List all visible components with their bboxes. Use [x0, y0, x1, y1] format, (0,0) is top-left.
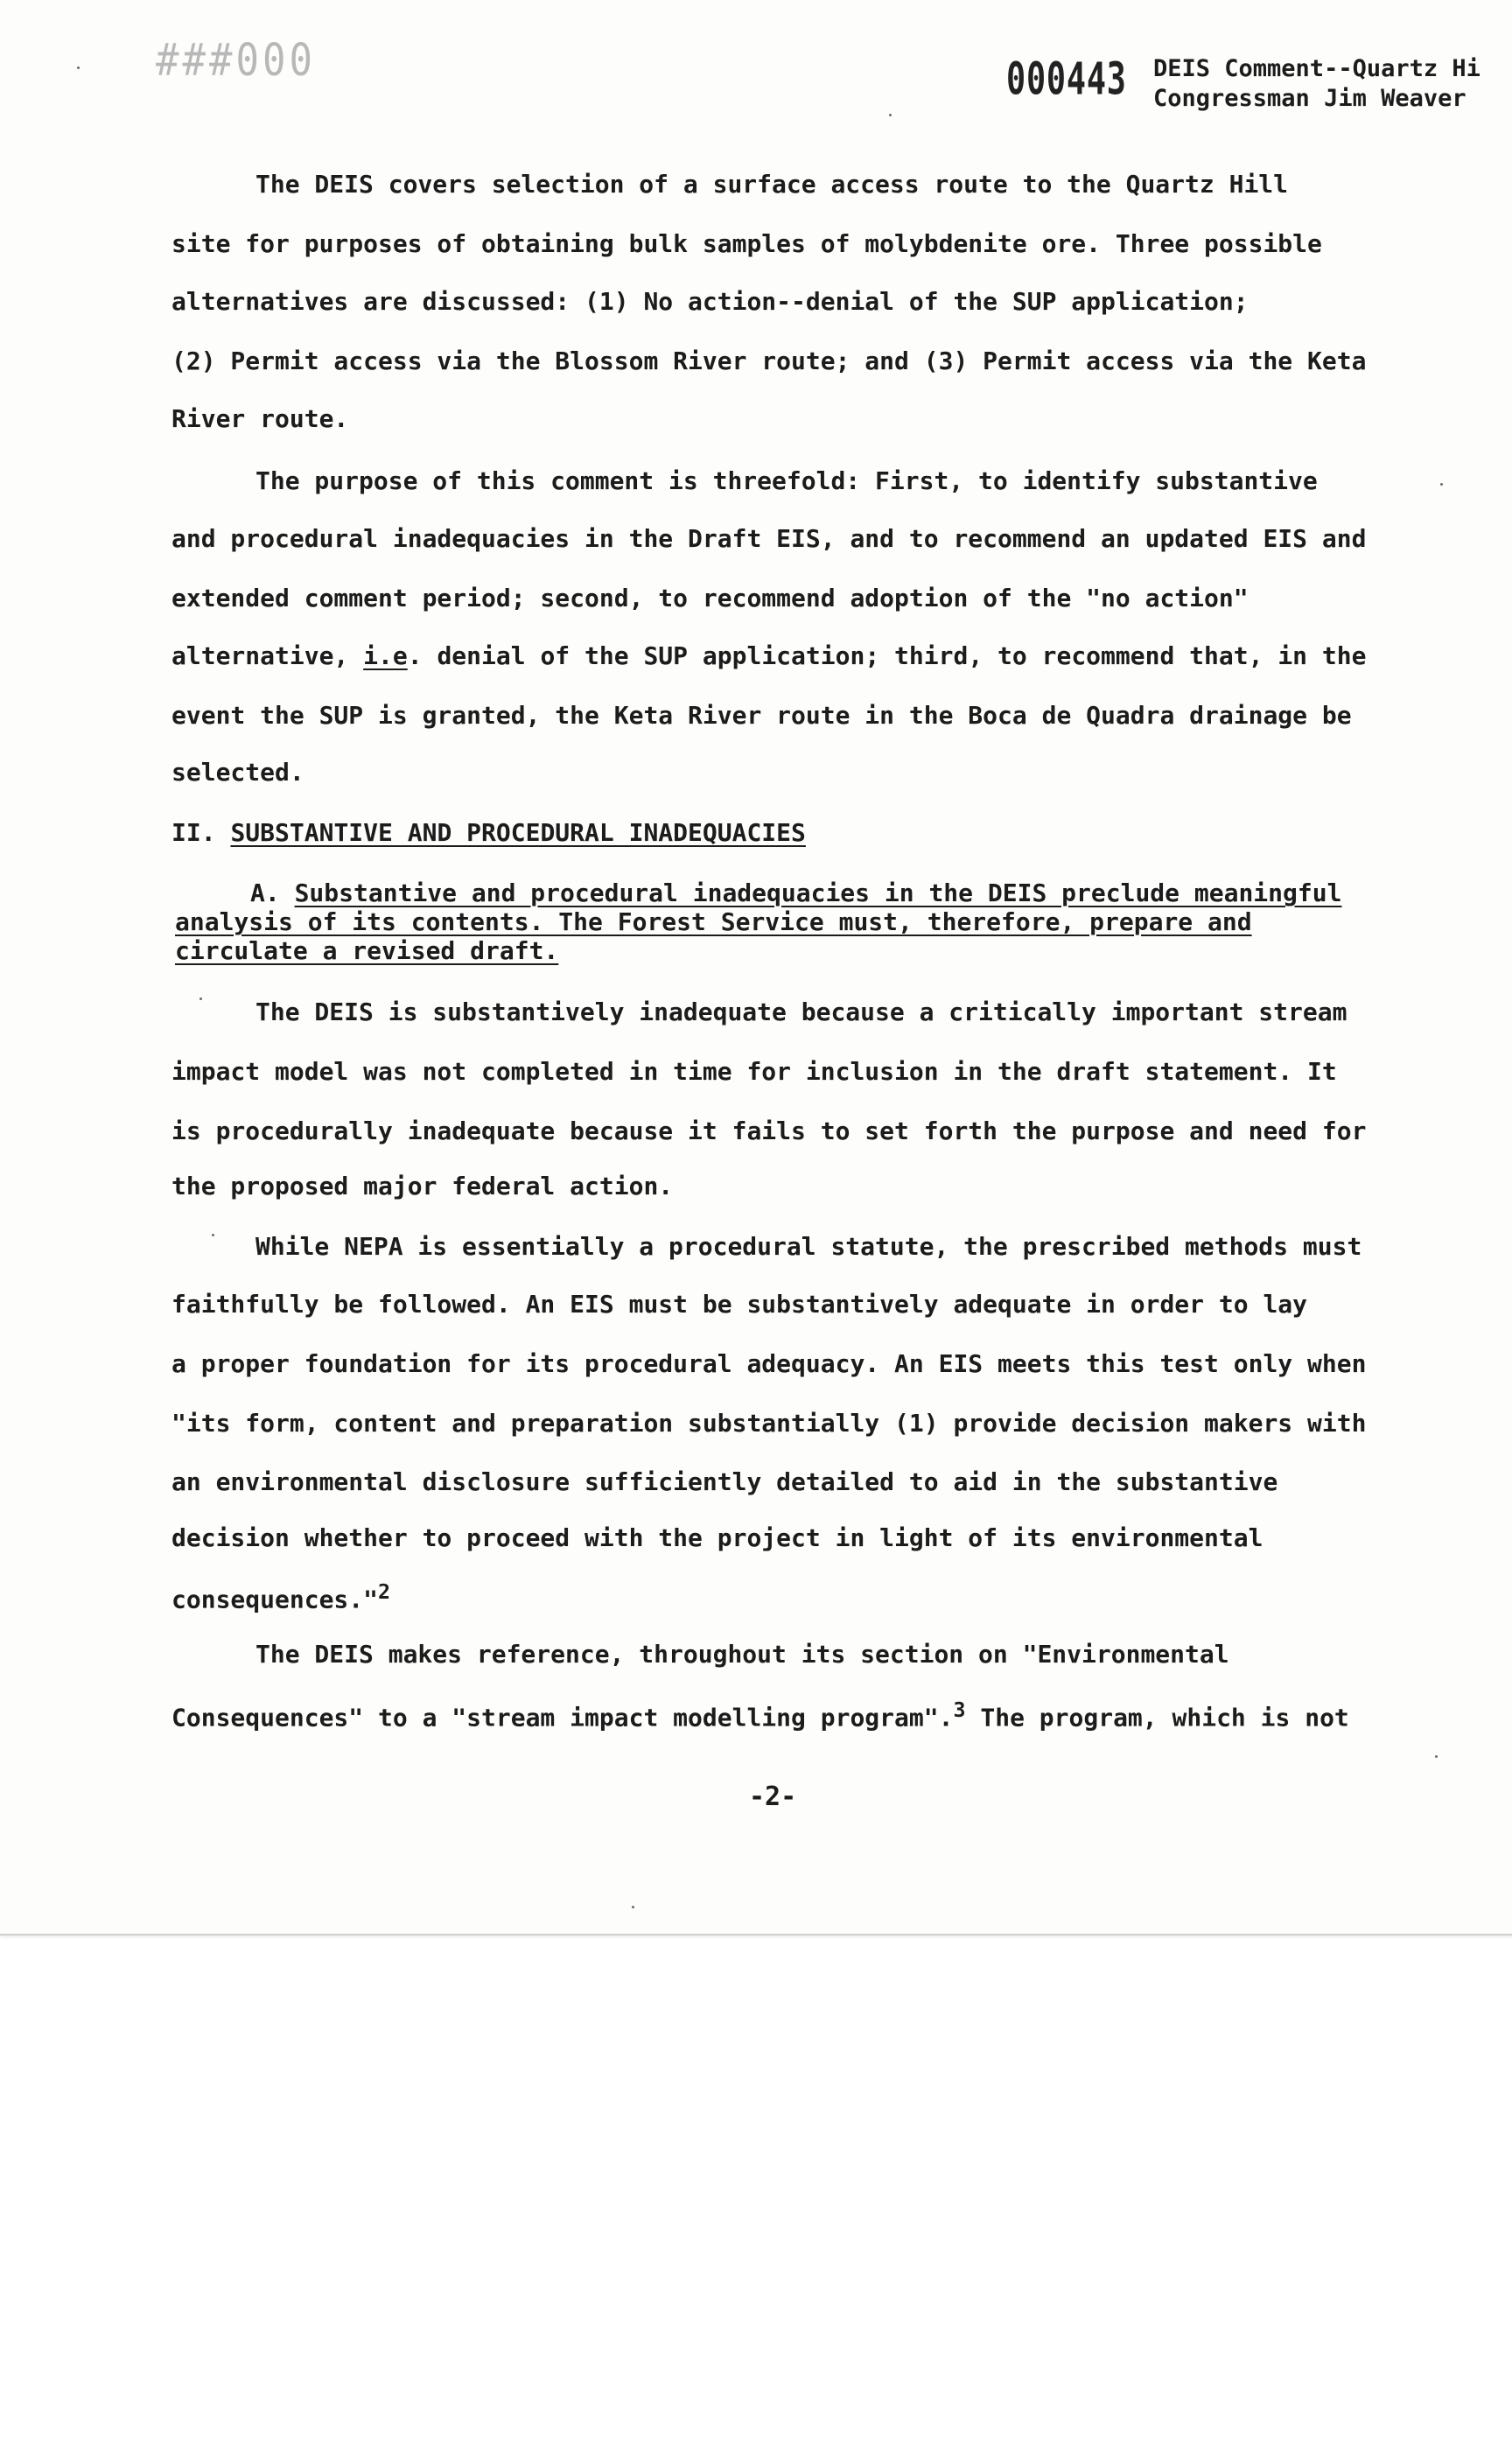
subheading-a	[175, 878, 1400, 965]
running-header	[1153, 54, 1480, 114]
faded-stamp-number: ###000	[156, 35, 316, 87]
scan-speck	[1435, 1755, 1438, 1758]
emphasized-abbreviation: i.e	[363, 641, 408, 670]
scan-speck	[889, 114, 892, 116]
paragraph-5-line	[172, 1698, 1379, 1732]
document-number: 000443	[1006, 52, 1127, 105]
paragraph-3-line: impact model was not completed in time for inclusion in the draft statement. It	[172, 1057, 1337, 1086]
paragraph-3-line: is procedurally inadequate because it fails to set forth the purpose and need for	[172, 1116, 1367, 1145]
paragraph-5-line: The DEIS makes reference, throughout its section on "Environmental	[256, 1640, 1229, 1669]
footnote-marker: 3	[953, 1698, 966, 1722]
paragraph-2-line	[172, 641, 1379, 670]
paragraph-3-line: the proposed major federal action.	[172, 1172, 674, 1200]
subheading-line: circulate a revised draft.	[175, 936, 559, 965]
section-title: SUBSTANTIVE AND PROCEDURAL INADEQUACIES	[230, 818, 806, 847]
subheading-text: Substantive and procedural inadequacies in the DEIS preclude meaningful	[294, 878, 1342, 907]
text-run: . denial of the SUP application; third, to recommend that, in the	[407, 641, 1367, 670]
section-number: II.	[172, 818, 231, 847]
paragraph-1-line: (2) Permit access via the Blossom River route; and (3) Permit access via the Keta	[172, 346, 1367, 375]
paragraph-2-line: selected.	[172, 758, 304, 787]
page-number: -2-	[749, 1782, 797, 1812]
paragraph-1-line: alternatives are discussed: (1) No action--denial of the SUP application;	[172, 287, 1249, 316]
header-author: Congressman Jim Weaver	[1153, 85, 1466, 112]
paragraph-4-line: faithfully be followed. An EIS must be substantively adequate in order to lay	[172, 1290, 1308, 1319]
paragraph-2-line: The purpose of this comment is threefold: First, to identify substantive	[256, 466, 1318, 495]
paragraph-2-line: event the SUP is granted, the Keta River route in the Boca de Quadra drainage be	[172, 701, 1352, 730]
header-title: DEIS Comment--Quartz Hi	[1153, 55, 1480, 82]
text-run: The program, which is not	[965, 1703, 1349, 1732]
scan-speck	[200, 998, 202, 1000]
text-run: alternative,	[172, 641, 364, 670]
footnote-marker: 2	[378, 1579, 391, 1604]
subheading-line: analysis of its contents. The Forest Service must, therefore, prepare and	[175, 907, 1252, 936]
section-heading	[172, 818, 1379, 847]
scan-speck	[77, 66, 80, 69]
paragraph-1-line: site for purposes of obtaining bulk samples of molybdenite ore. Three possible	[172, 229, 1322, 258]
paragraph-4-line: an environmental disclosure sufficiently detailed to aid in the substantive	[172, 1467, 1278, 1496]
paragraph-4-line: a proper foundation for its procedural adequacy. An EIS meets this test only when	[172, 1349, 1367, 1378]
paragraph-4-line: While NEPA is essentially a procedural statute, the prescribed methods must	[256, 1232, 1362, 1261]
paragraph-4-line: decision whether to proceed with the project in light of its environmental	[172, 1523, 1264, 1552]
scan-speck	[1440, 483, 1443, 486]
paragraph-2-line: extended comment period; second, to recommend adoption of the "no action"	[172, 584, 1249, 612]
subheading-label: A.	[250, 878, 295, 907]
paragraph-2-line: and procedural inadequacies in the Draft EIS, and to recommend an updated EIS and	[172, 524, 1367, 553]
text-run: consequences."	[172, 1585, 379, 1614]
paragraph-1-line: River route.	[172, 404, 349, 433]
text-run: Consequences" to a "stream impact modelling program".	[172, 1703, 954, 1732]
scan-speck	[632, 1906, 634, 1908]
scan-speck	[212, 1234, 214, 1236]
paragraph-4-line	[172, 1579, 1379, 1614]
paragraph-3-line: The DEIS is substantively inadequate because a critically important stream	[256, 998, 1348, 1026]
paragraph-1-line: The DEIS covers selection of a surface access route to the Quartz Hill	[256, 170, 1289, 199]
paragraph-4-line: "its form, content and preparation substantially (1) provide decision makers with	[172, 1409, 1367, 1438]
subheading-line	[175, 878, 1400, 907]
